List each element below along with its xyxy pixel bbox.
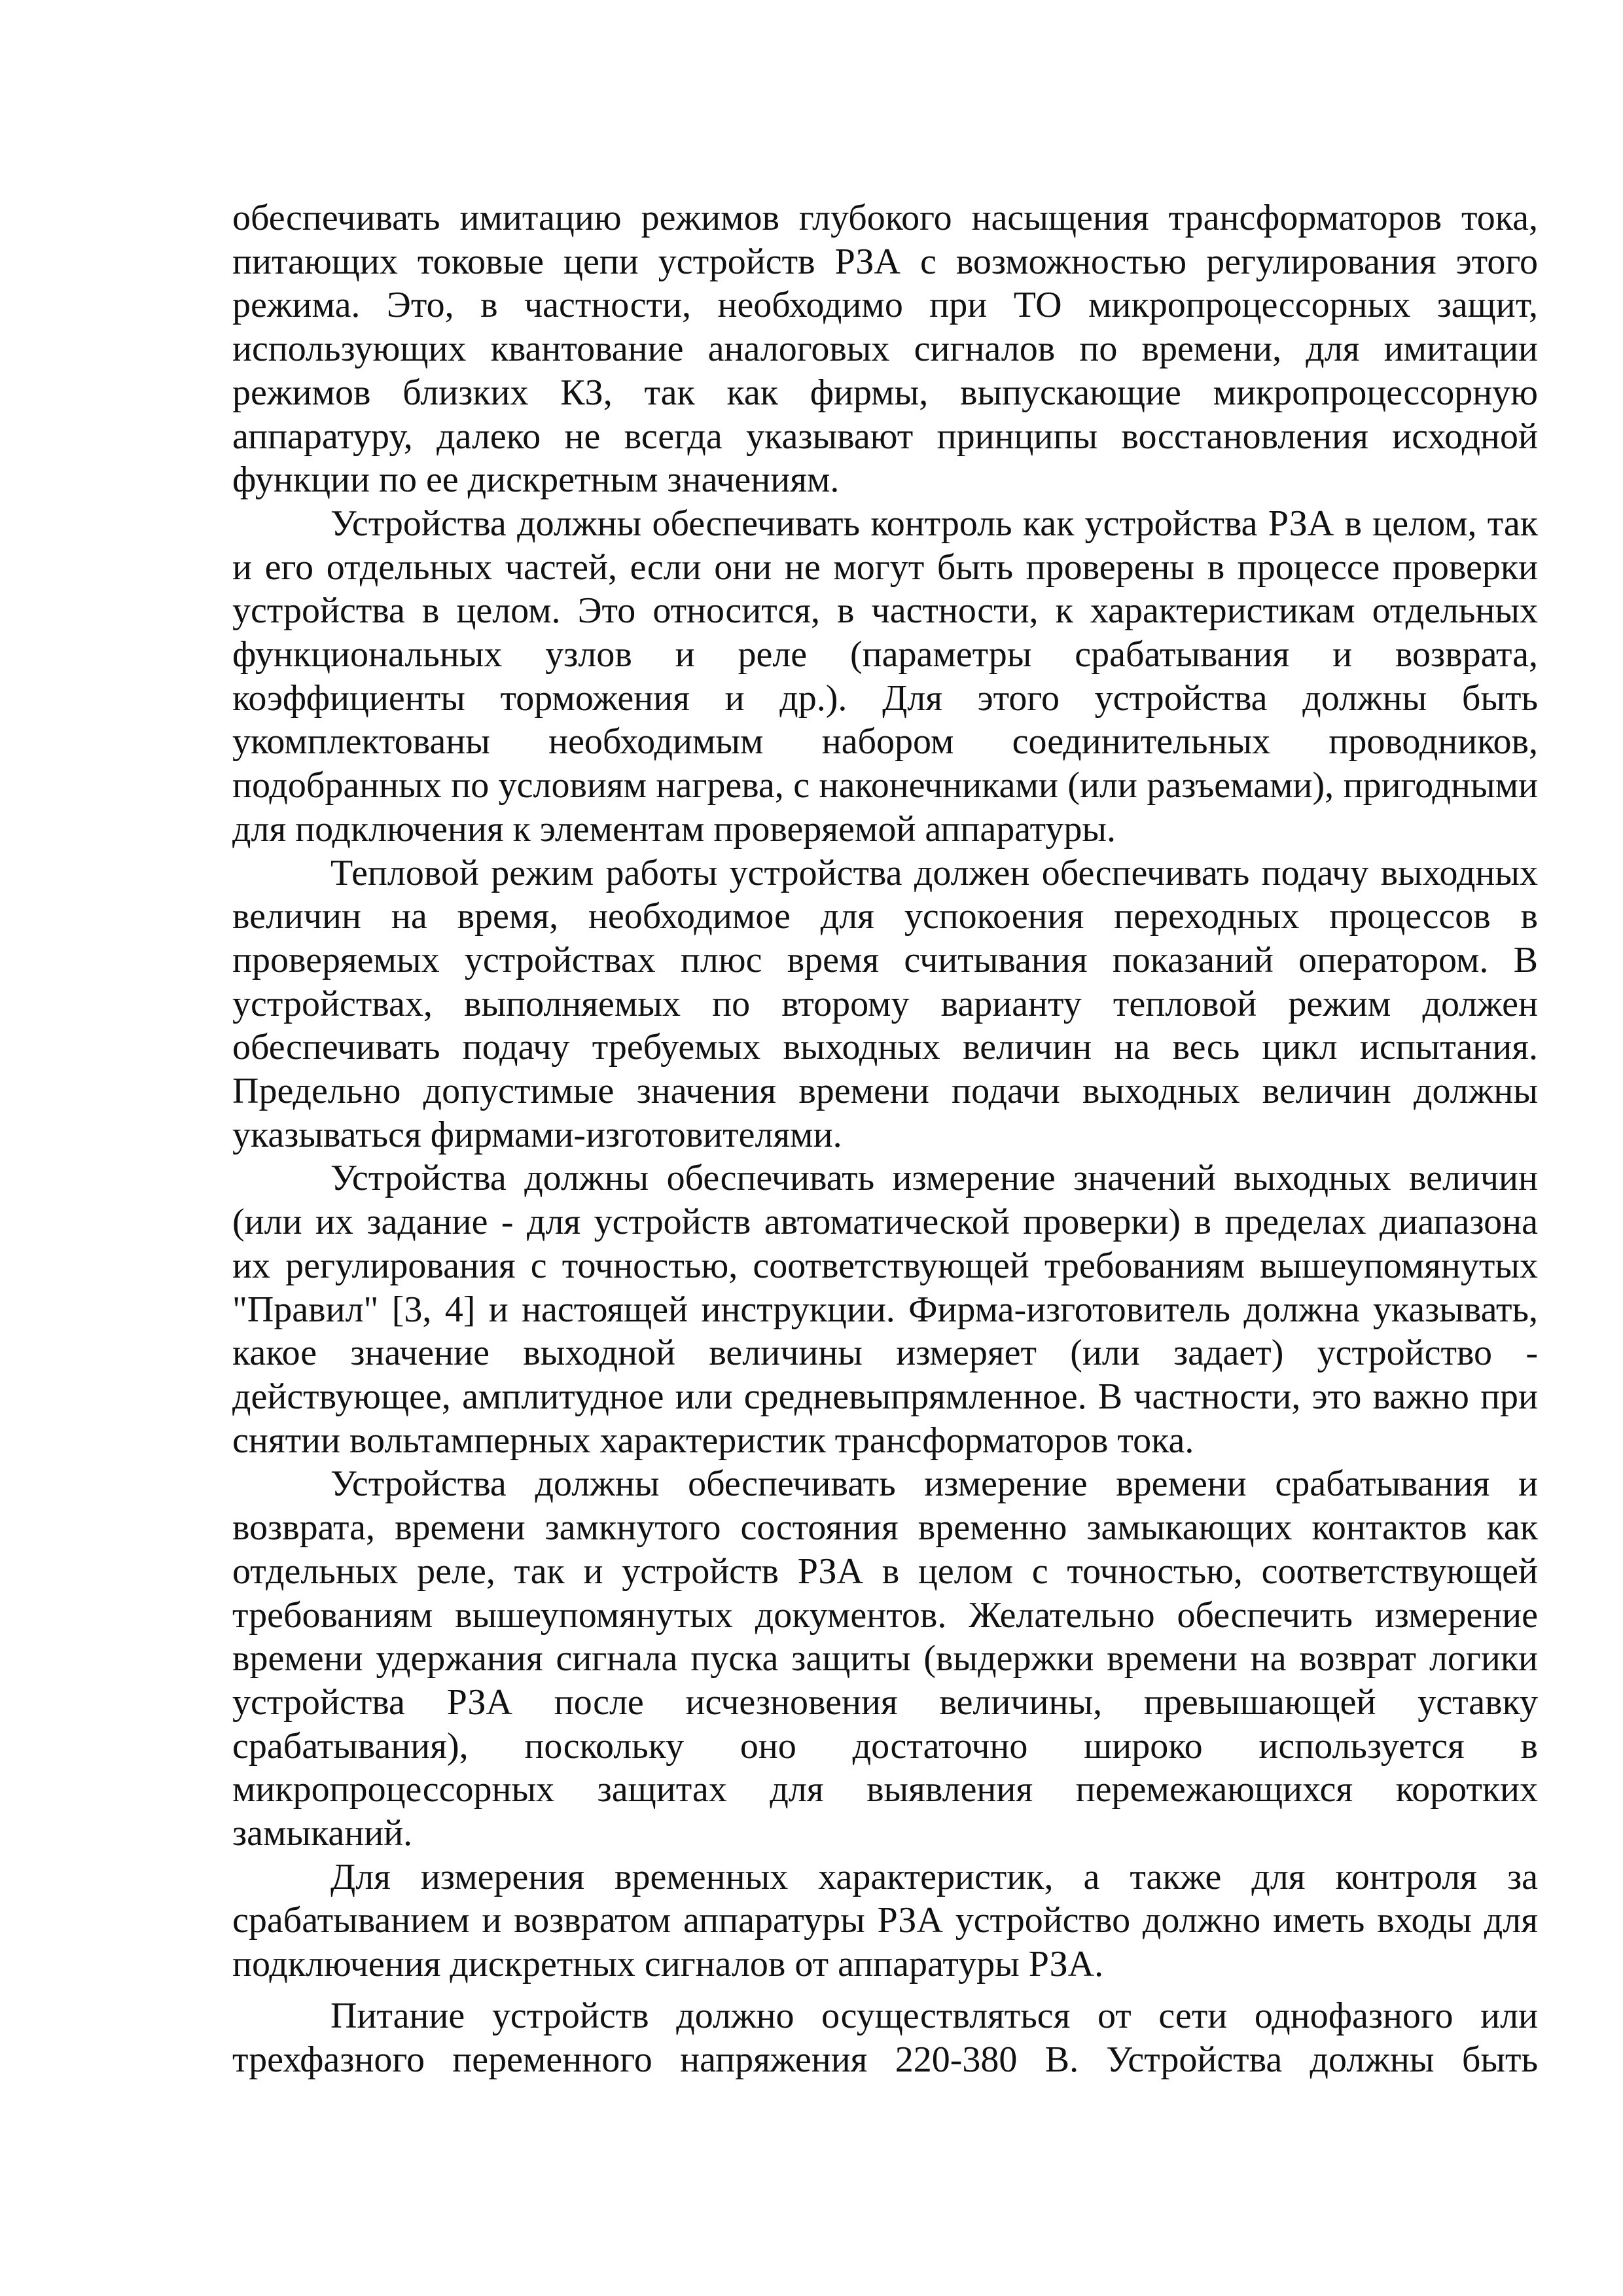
paragraph-time-measurement: Устройства должны обеспечивать измерение времени срабатывания и возврата, времени замкнутого состояния временно замыкающих контактов как отдельных реле, так и устройств РЗА в целом с точностью, соответствующей требованиям вышеупомянутых документов. Желательно обеспечить измерение времени удержания сигнала пуска защиты (выдержки времени на возврат логики устройства РЗА после исчезновения величины, превышающей уставку срабатывания), поскольку оно достаточно широко используется в микропроцессорных защитах для выявления перемежающихся коротких замыканий. [232,1463,1538,1854]
paragraph-power-supply: Питание устройств должно осуществляться от сети однофазного или трехфазного переменного напряжения 220-380 В. Устройства должны быть [232,1995,1538,2080]
paragraph-thermal-mode: Тепловой режим работы устройства должен обеспечивать подачу выходных величин на время, необходимое для успокоения переходных процессов в проверяемых устройствах плюс время считывания показаний оператором. В устройствах, выполняемых по второму варианту тепловой режим должен обеспечивать подачу требуемых выходных величин на весь цикл испытания. Предельно допустимые значения времени подачи выходных величин должны указываться фирмами-изготовителями. [232,852,1538,1155]
body-text [232,196,1538,2081]
paragraph-continuation: обеспечивать имитацию режимов глубокого насыщения трансформаторов тока, питающих токовые цепи устройств РЗА с возможностью регулирования этого режима. Это, в частности, необходимо при ТО микропроцессорных защит, использующих квантование аналоговых сигналов по времени, для имитации режимов близких КЗ, так как фирмы, выпускающие микропроцессорную аппаратуру, далеко не всегда указывают принципы восстановления исходной функции по ее дискретным значениям. [232,198,1538,501]
paragraph-control-requirements: Устройства должны обеспечивать контроль как устройства РЗА в целом, так и его отдельных частей, если они не могут быть проверены в процессе проверки устройства в целом. Это относится, в частности, к характеристикам отдельных функциональных узлов и реле (параметры срабатывания и возврата, коэффициенты торможения и др.). Для этого устройства должны быть укомплектованы необходимым набором соединительных проводников, подобранных по условиям нагрева, с наконечниками (или разъемами), пригодными для подключения к элементам проверяемой аппаратуры. [232,503,1538,850]
paragraph-discrete-inputs: Для измерения временных характеристик, а также для контроля за срабатыванием и возвратом аппаратуры РЗА устройство должно иметь входы для подключения дискретных сигналов от аппаратуры РЗА. [232,1856,1538,1985]
paragraph-output-measurement: Устройства должны обеспечивать измерение значений выходных величин (или их задание - для устройств автоматической проверки) в пределах диапазона их регулирования с точностью, соответствующей требованиям вышеупомянутых "Правил" [3, 4] и настоящей инструкции. Фирма-изготовитель должна указывать, какое значение выходной величины измеряет (или задает) устройство - действующее, амплитудное или средневыпрямленное. В частности, это важно при снятии вольтамперных характеристик трансформаторов тока. [232,1158,1538,1461]
